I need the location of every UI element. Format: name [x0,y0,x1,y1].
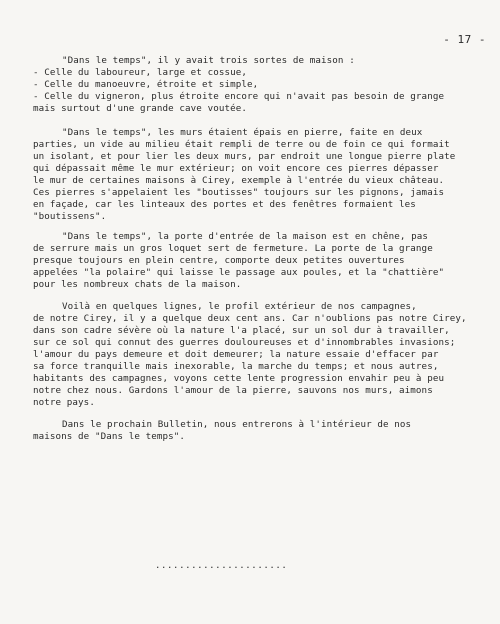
text-line: un isolant, et pour lier les deux murs, par endroit une longue pierre plate [33,151,456,162]
text-line: sa force tranquille mais inexorable, la marche du temps; et nous autres, [33,361,439,372]
text-line: "Dans le temps", la porte d'entrée de la maison est en chêne, pas [62,231,429,242]
text-line: de serrure mais un gros loquet sert de fermeture. La porte de la grange [33,243,433,254]
text-line: presque toujours en plein centre, comporte deux petites ouvertures [33,255,405,266]
text-line: mais surtout d'une grande cave voutée. [33,103,247,114]
text-line: appelées "la polaire" qui laisse le passage aux poules, et la "chattière" [33,267,445,278]
page-number: - 17 - [443,33,486,46]
text-line: en façade, car les linteaux des portes et des fenêtres formaient les [33,199,416,210]
text-line: Ces pierres s'appelaient les "boutisses" toujours sur les pignons, jamais [33,187,445,198]
text-line: l'amour du pays demeure et doit demeurer; la nature essaie d'effacer par [33,349,439,360]
text-line: sur ce sol qui connut des guerres douloureuses et d'innombrables invasions; [33,337,456,348]
text-line: dans son cadre sévère où la nature l'a placé, sur un sol dur à travailler, [33,325,450,336]
text-line: "boutissens". [33,211,107,222]
text-line: notre chez nous. Gardons l'amour de la pierre, sauvons nos murs, aimons [33,385,433,396]
text-line: le mur de certaines maisons à Cirey, exemple à l'entrée du vieux château. [33,175,445,186]
text-line: - Celle du manoeuvre, étroite et simple, [33,79,259,90]
text-line: "Dans le temps", il y avait trois sortes de maison : [62,55,355,66]
text-line: de notre Cirey, il y a quelque deux cent ans. Car n'oublions pas notre Cirey, [33,313,467,324]
text-line: maisons de "Dans le temps". [33,431,186,442]
text-line: parties, un vide au milieu était rempli de terre ou de foin ce qui formait [33,139,450,150]
separator-dots: ...................... [155,561,288,571]
text-line: - Celle du laboureur, large et cossue, [33,67,247,78]
text-line: pour les nombreux chats de la maison. [33,279,242,290]
text-line: "Dans le temps", les murs étaient épais en pierre, faite en deux [62,127,423,138]
text-line: Voilà en quelques lignes, le profil extérieur de nos campagnes, [62,301,417,312]
text-line: habitants des campagnes, voyons cette lente progression envahir peu à peu [33,373,445,384]
text-line: Dans le prochain Bulletin, nous entrerons à l'intérieur de nos [62,419,412,430]
text-line: notre pays. [33,397,95,408]
text-line: qui dépassait même le mur extérieur; on voit encore ces pierres dépasser [33,163,439,174]
text-line: - Celle du vigneron, plus étroite encore qui n'avait pas besoin de grange [33,91,445,102]
